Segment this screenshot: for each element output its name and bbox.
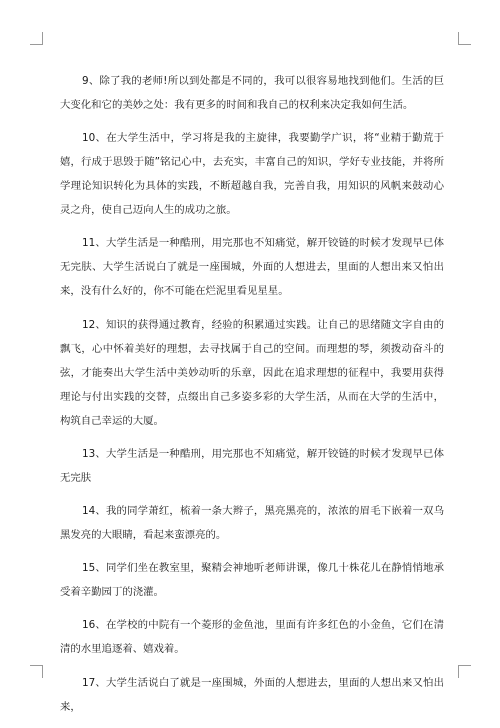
paragraph-17: 17、大学生活说白了就是一座围城，外面的人想进去，里面的人想出来又怕出来，	[60, 676, 444, 713]
paragraph-12: 12、知识的获得通过教育，经验的积累通过实践。让自己的思绪随文字自由的飘飞，心中怀着美好的理想，去寻找属于自己的空间。而理想的琴，须拨动奋斗的弦，才能奏出大学生活中美妙动听的乐章，因此在追求理想的征程中，我要用获得理论与付出实践的交替，点缀出自己多姿多彩的大学生活，从而在大学的生活中，构筑自己幸运的大厦。	[60, 318, 444, 427]
crop-mark-top-left	[30, 32, 43, 45]
paragraph-13: 13、大学生活是一种酷刑，用完那也不知痛觉，解开铰链的时候才发现早已体无完肤	[60, 447, 444, 484]
paragraph-9: 9、除了我的老师!所以到处都是不同的，我可以很容易地找到他们。生活的巨大变化和它的美妙之处：我有更多的时间和我自己的权利来决定我如何生活。	[60, 75, 444, 111]
paragraph-11: 11、大学生活是一种酷刑，用完那也不知痛觉，解开铰链的时候才发现早已体无完肤、大学生活说白了就是一座围城，外面的人想进去，里面的人想出来又怕出来，没有什么好的，你不可能在烂泥里看见星星。	[60, 237, 444, 298]
paragraph-16: 16、在学校的中院有一个菱形的金鱼池，里面有许多红色的小金鱼，它们在清清的水里追逐着、嬉戏着。	[60, 619, 444, 656]
paragraph-10: 10、在大学生活中，学习将是我的主旋律，我要勤学广识，将“业精于勤荒于嬉，行成于思毁于随”铭记心中，去充实，丰富自己的知识，学好专业技能，并将所学理论知识转化为具体的实践，不断超越自我，完善自我，用知识的风帆来鼓动心灵之舟，使自己迈向人生的成功之旅。	[60, 132, 444, 217]
crop-mark-bottom-left	[30, 665, 43, 678]
document-body	[60, 69, 444, 728]
paragraph-15: 15、同学们坐在教室里，聚精会神地听老师讲课，像几十株花儿在静悄悄地承受着辛勤园丁的浇灌。	[60, 562, 444, 599]
paragraph-14: 14、我的同学萧红，梳着一条大辫子，黑亮黑亮的，浓浓的眉毛下嵌着一双乌黑发亮的大眼睛，看起来蛮漂亮的。	[60, 504, 444, 541]
crop-mark-top-right	[458, 32, 471, 45]
crop-mark-bottom-right	[458, 665, 471, 678]
